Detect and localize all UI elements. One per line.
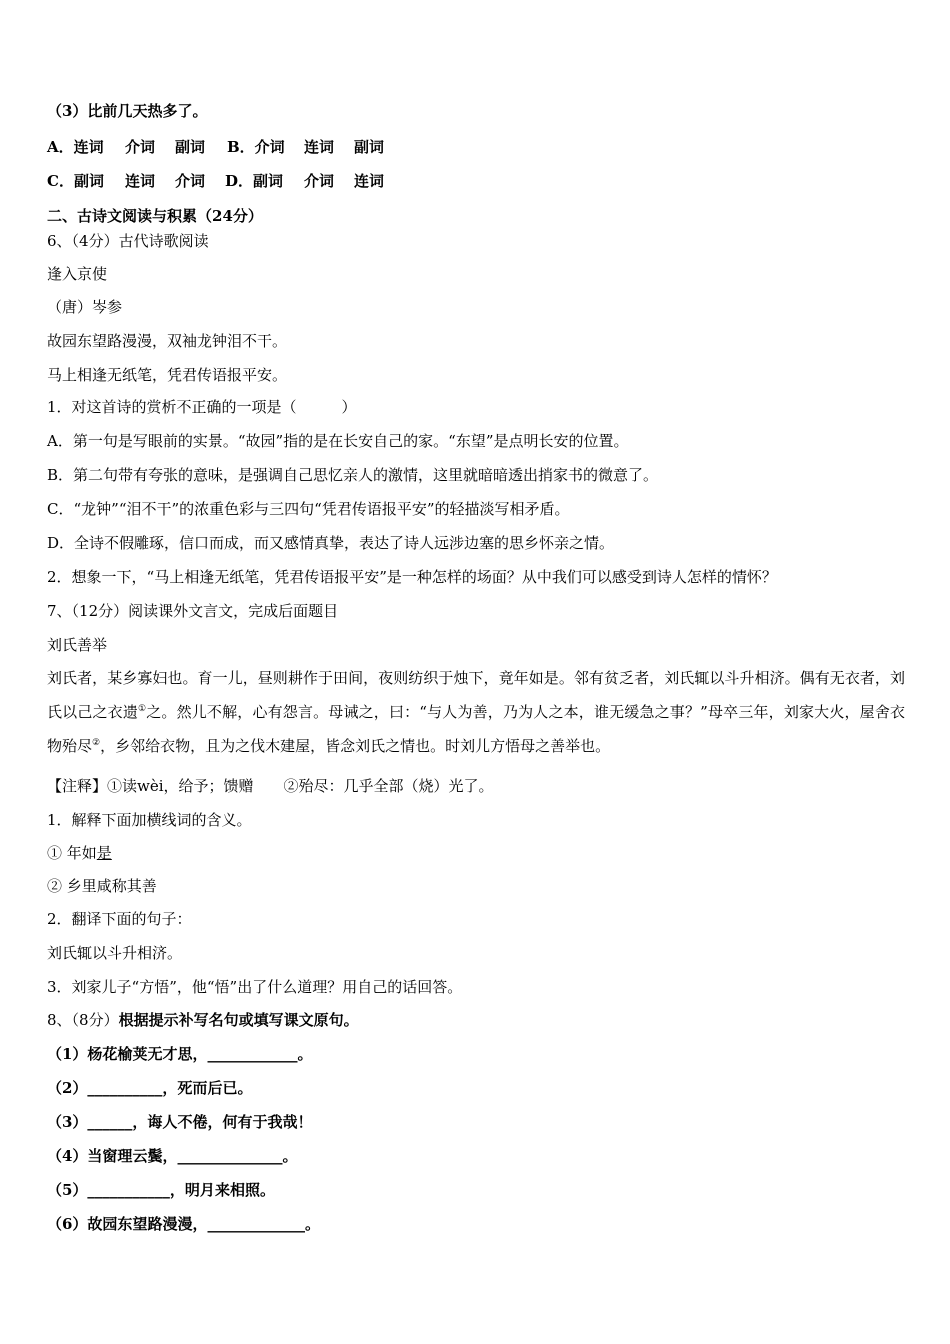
q8-title-main: 根据提示补写名句或填写课文原句。 — [118, 1011, 359, 1029]
q7-item1 — [47, 843, 112, 863]
passage-part-1: 刘氏者，某乡寡妇也。育一儿，昼则耕作于田间，夜则纺织于烛下，竟年如是。邻有贫乏者，刘氏辄以斗升相济。偶有无衣者，刘氏以己之衣遗 — [47, 669, 905, 721]
q7-title: 7、（12分）阅读课外文言文，完成后面题目 — [47, 602, 339, 620]
q8-item-5: （5）___________，明月来相照。 — [47, 1181, 275, 1199]
footnote-ref-2: ② — [92, 738, 101, 748]
q7-item1-prefix: ① 年如 — [47, 844, 97, 862]
q6-sub2: 2．想象一下，“马上相逢无纸笔，凭君传语报平安”是一种怎样的场面？从中我们可以感受到诗人怎样的情怀？ — [47, 568, 777, 586]
q6-title: 6、（4分）古代诗歌阅读 — [47, 232, 209, 250]
option-a-2: 介词 — [125, 138, 156, 156]
poem-line-1: 故园东望路漫漫，双袖龙钟泪不干。 — [47, 332, 288, 350]
passage-part-2: 之。然儿不解，心有怨言。母诫之，曰：“与人为善，乃为人之本，谁无缓急之事？”母卒三年，刘家大火，屋舍衣物殆尽 — [47, 703, 905, 755]
option-c-3: 介词 — [175, 172, 206, 190]
q7-sub1: 1．解释下面加横线词的含义。 — [47, 811, 252, 829]
q7-sub2: 2．翻译下面的句子： — [47, 910, 192, 928]
q8-title — [47, 1010, 359, 1030]
q7-item2: ② 乡里咸称其善 — [47, 877, 157, 895]
q6-sub1: 1．对这首诗的赏析不正确的一项是（ ） — [47, 398, 357, 416]
q8-item-3: （3）______，诲人不倦，何有于我哉！ — [47, 1113, 313, 1131]
poem-line-2: 马上相逢无纸笔，凭君传语报平安。 — [47, 366, 288, 384]
section-heading: 二、古诗文阅读与积累（24分） — [47, 207, 263, 225]
option-b-1: B．介词 — [227, 138, 285, 156]
option-c-1: C．副词 — [47, 172, 104, 190]
option-c-2: 连词 — [125, 172, 156, 190]
passage-body — [47, 661, 905, 763]
option-a-3: 副词 — [175, 138, 206, 156]
q8-item-1: （1）杨花榆荚无才思，____________。 — [47, 1045, 313, 1063]
option-b-3: 副词 — [354, 138, 385, 156]
q6-option-b: B．第二句带有夸张的意味，是强调自己思忆亲人的激情，这里就暗暗透出捎家书的微意了。 — [47, 466, 659, 484]
option-d-2: 介词 — [304, 172, 335, 190]
q8-item-4: （4）当窗理云鬓，______________。 — [47, 1147, 298, 1165]
q6-option-d: D．全诗不假雕琢，信口而成，而又感情真挚，表达了诗人远涉边塞的思乡怀亲之情。 — [47, 534, 615, 552]
passage-title: 刘氏善举 — [47, 636, 108, 654]
option-d-1: D．副词 — [225, 172, 284, 190]
option-a-1: A．连词 — [47, 138, 104, 156]
q8-item-2: （2）__________，死而后已。 — [47, 1079, 253, 1097]
poem-author: （唐）岑参 — [47, 298, 123, 316]
option-b-2: 连词 — [304, 138, 335, 156]
footnote-ref-1: ① — [138, 704, 147, 714]
q8-item-6: （6）故园东望路漫漫，_____________。 — [47, 1215, 320, 1233]
q7-item1-underlined-word: 是 — [96, 844, 112, 862]
passage-part-3: ，乡邻给衣物，且为之伐木建屋，皆念刘氏之情也。时刘儿方悟母之善举也。 — [100, 737, 611, 755]
q8-title-prefix: 8、（8分） — [47, 1011, 119, 1029]
q6-option-a: A．第一句是写眼前的实景。“故园”指的是在长安自己的家。“东望”是点明长安的位置。 — [47, 432, 629, 450]
q6-option-c: C．“龙钟”“泪不干”的浓重色彩与三四句“凭君传语报平安”的轻描淡写相矛盾。 — [47, 500, 570, 518]
q5-part3-sentence: （3）比前几天热多了。 — [47, 102, 208, 120]
passage-note: 【注释】①读wèi，给予；馈赠 ②殆尽：几乎全部（烧）光了。 — [47, 777, 494, 795]
q7-translate-sentence: 刘氏辄以斗升相济。 — [47, 944, 183, 962]
poem-title: 逢入京使 — [47, 265, 108, 283]
q7-sub3: 3．刘家儿子“方悟”，他“悟”出了什么道理？用自己的话回答。 — [47, 978, 463, 996]
option-d-3: 连词 — [354, 172, 385, 190]
